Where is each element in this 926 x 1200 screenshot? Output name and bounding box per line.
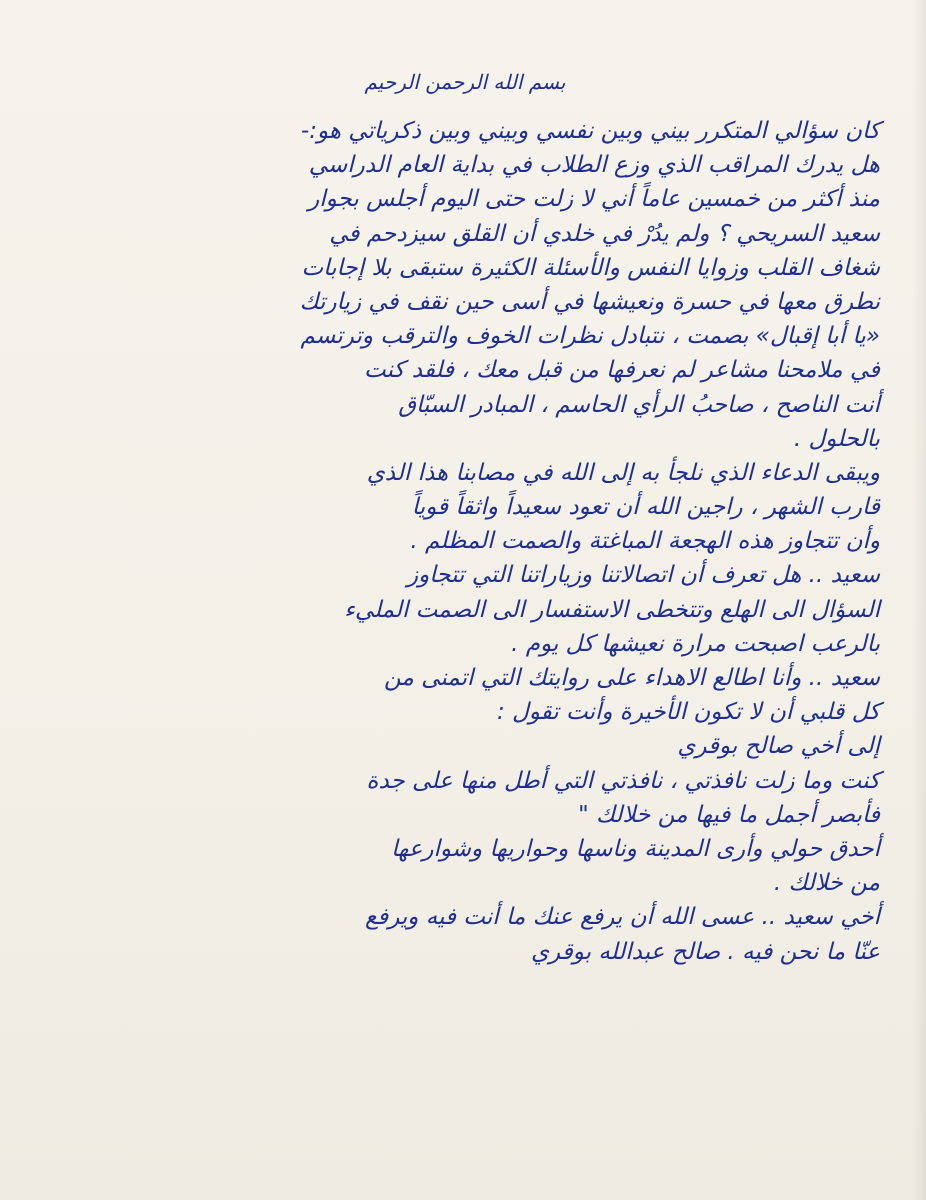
letter-line: عنّا ما نحن فيه . صالح عبدالله بوقري xyxy=(531,938,880,965)
letter-line: من خلالك . xyxy=(773,870,880,897)
letter-line: كان سؤالي المتكرر بيني وبين نفسي وبيني وبين ذكرياتي هو:- xyxy=(300,118,880,144)
letter-line: كل قلبي أن لا تكون الأخيرة وأنت تقول : xyxy=(496,699,880,726)
letter-line: في ملامحنا مشاعر لم نعرفها من قبل معك ، فلقد كنت xyxy=(364,357,880,384)
letter-line: وأن تتجاوز هذه الهجعة المباغتة والصمت المظلم . xyxy=(410,528,880,555)
letter-line: قارب الشهر ، راجين الله أن تعود سعيداً واثقاً قوياً xyxy=(411,494,880,521)
letter-line: سعيد السريحي ؟ ولم يدُرْ في خلدي أن القلق سيزدحم في xyxy=(329,220,880,247)
letter-line: أنت الناصح ، صاحبُ الرأي الحاسم ، المبادر السبّاق xyxy=(398,391,880,418)
letter-line: هل يدرك المراقب الذي وزع الطلاب في بداية العام الدراسي xyxy=(308,152,880,179)
letter-line: نطرق معها في حسرة ونعيشها في أسى حين نقف في زيارتك xyxy=(299,288,880,315)
letter-line: «يا أبا إقبال» بصمت ، نتبادل نظرات الخوف والترقب وترتسم xyxy=(300,323,880,350)
letter-line: بالحلول . xyxy=(793,425,880,452)
letter-line: أحدق حولي وأرى المدينة وناسها وحواريها وشوارعها xyxy=(391,835,880,862)
letter-line: شغاف القلب وزوايا النفس والأسئلة الكثيرة ستبقى بلا إجابات xyxy=(301,254,880,281)
letter-line: فأبصر أجمل ما فيها من خلالك " xyxy=(578,801,880,828)
letter-line: بالرعب اصبحت مرارة نعيشها كل يوم . xyxy=(511,630,880,657)
letter-line: منذ أكثر من خمسين عاماً أني لا زلت حتى اليوم أجلس بجوار xyxy=(308,186,880,213)
handwritten-letter xyxy=(50,62,880,969)
paper-edge-shadow xyxy=(912,0,926,1200)
letter-body xyxy=(50,114,880,969)
basmala-heading: بسم الله الرحمن الرحيم xyxy=(364,70,566,94)
letter-line: سعيد .. هل تعرف أن اتصالاتنا وزياراتنا التي تتجاوز xyxy=(407,562,880,589)
letter-line: ويبقى الدعاء الذي نلجأ به إلى الله في مصابنا هذا الذي xyxy=(366,459,880,486)
letter-line: إلى أخي صالح بوقري xyxy=(677,733,880,760)
letter-line: السؤال الى الهلع وتتخطى الاستفسار الى الصمت المليء xyxy=(344,596,880,623)
letter-line: كنت وما زلت نافذتي ، نافذتي التي أطل منها على جدة xyxy=(366,767,880,794)
letter-line: أخي سعيد .. عسى الله أن يرفع عنك ما أنت فيه ويرفع xyxy=(364,904,880,931)
letter-line: سعيد .. وأنا اطالع الاهداء على روايتك التي اتمنى من xyxy=(384,665,880,691)
